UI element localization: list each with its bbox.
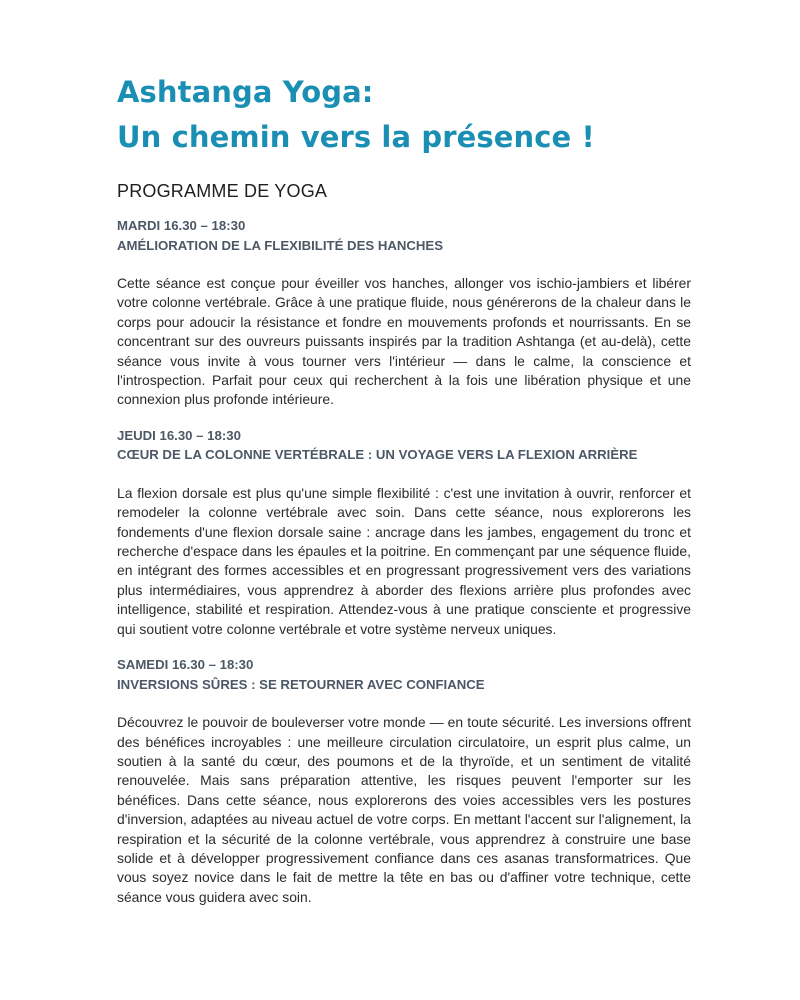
title-line-1: Ashtanga Yoga: — [117, 75, 374, 109]
session-heading: AMÉLIORATION DE LA FLEXIBILITÉ DES HANCHES — [117, 237, 444, 253]
session-header — [117, 216, 691, 255]
page-subtitle: PROGRAMME DE YOGA — [117, 181, 328, 201]
session-time: JEUDI 16.30 – 18:30 — [117, 427, 241, 443]
session-heading: INVERSIONS SÛRES : SE RETOURNER AVEC CONFIANCE — [117, 676, 485, 692]
session-heading: CŒUR DE LA COLONNE VERTÉBRALE : UN VOYAGE VERS LA FLEXION ARRIÈRE — [117, 447, 638, 463]
session-time: SAMEDI 16.30 – 18:30 — [117, 657, 254, 673]
session-header — [117, 426, 691, 465]
session-time: MARDI 16.30 – 18:30 — [117, 218, 246, 233]
session-description: Découvrez le pouvoir de bouleverser votre monde — en toute sécurité. Les inversions offrent des bénéfices incroyables : une meilleure circulation circulatoire, un esprit plus calme, un soutien à la santé du cœur, des poumons et de la thyroïde, et un sentiment de vitalité renouvelée. Mais sans préparation attentive, les risques peuvent l'emporter sur les bénéfices. Dans cette séance, nous explorerons des voies accessibles vers les postures d'inversion, adaptées au niveau actuel de votre corps. En mettant l'accent sur l'alignement, la respiration et la sécurité de la colonne vertébrale, vous apprendrez à construire une base solide et à développer progressivement confiance dans ces asanas transformatrices. Que vous soyez novice dans le fait de mettre la tête en bas ou d'affiner votre technique, cette séance vous guidera avec soin. — [117, 714, 691, 905]
title-line-2: Un chemin vers la présence ! — [117, 120, 595, 154]
session-tuesday — [117, 216, 691, 410]
session-description: Cette séance est conçue pour éveiller vos hanches, allonger vos ischio-jambiers et libérer votre colonne vertébrale. Grâce à une pratique fluide, nous générerons de la chaleur dans le corps pour adoucir la résistance et fondre en mouvements profonds et nourrissants. En se concentrant sur des ouvreurs puissants inspirés par la tradition Ashtanga (et au-delà), cette séance vous invite à vous tourner vers l'intérieur — dans le calme, la conscience et l'introspection. Parfait pour ceux qui recherchent à la fois une libération physique et une connexion plus profonde intérieure. — [117, 275, 691, 408]
page-title — [117, 70, 691, 160]
document-page — [117, 70, 691, 907]
session-thursday — [117, 426, 691, 639]
session-saturday — [117, 655, 691, 907]
session-header — [117, 655, 691, 694]
session-description: La flexion dorsale est plus qu'une simple flexibilité : c'est une invitation à ouvrir, renforcer et remodeler la colonne vertébrale avec soin. Dans cette séance, nous explorerons les fondements d'une flexion dorsale saine : ancrage dans les jambes, engagement du tronc et recherche d'espace dans les épaules et la poitrine. En commençant par une séquence fluide, en intégrant des formes accessibles et en progressant progressivement vers des variations plus intermédiaires, vous apprendrez à aborder des flexions arrière plus profondes avec intelligence, stabilité et respiration. Attendez-vous à une pratique consciente et progressive qui soutient votre colonne vertébrale et votre système nerveux uniques. — [117, 484, 691, 637]
